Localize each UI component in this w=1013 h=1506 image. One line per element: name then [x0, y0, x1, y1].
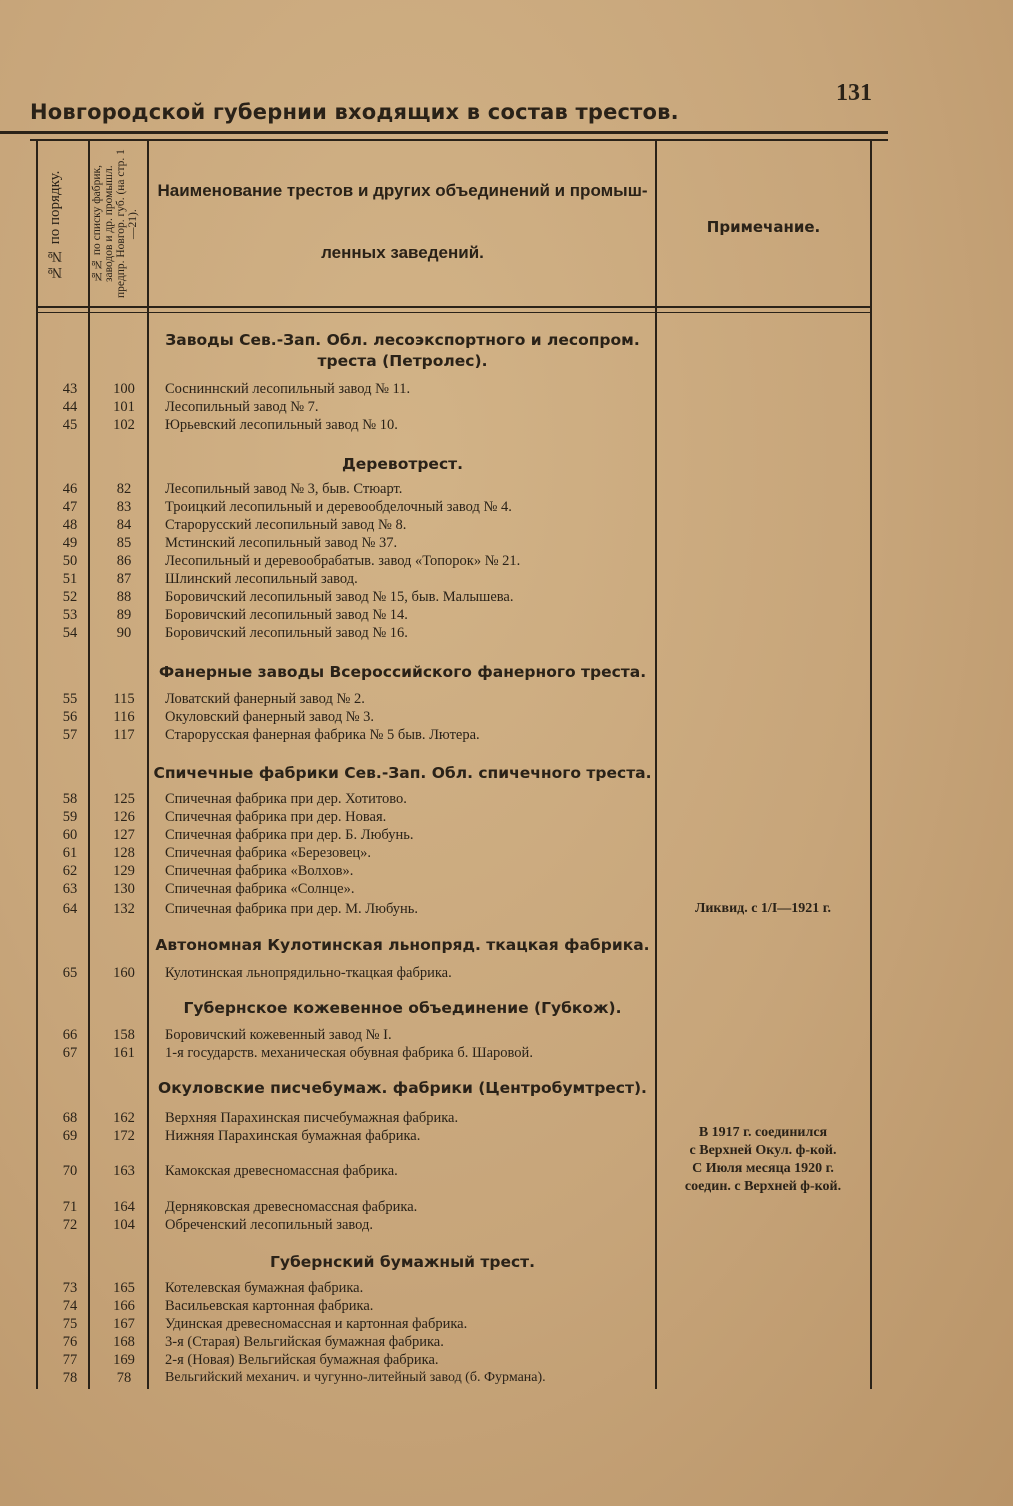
order-number: 49 — [62, 535, 78, 551]
group-title-okulovka: Окуловские писчебумаж. фабрики (Центробумтрест). — [158, 1079, 647, 1097]
column-divider-5 — [870, 141, 872, 1389]
list-number: 167 — [113, 1316, 135, 1332]
list-number: 129 — [113, 863, 135, 879]
group-title-plywood: Фанерные заводы Всероссийского фанерного треста. — [158, 663, 647, 681]
list-number: 158 — [113, 1027, 135, 1043]
order-number: 68 — [62, 1110, 78, 1126]
enterprise-name: Старорусский лесопильный завод № 8. — [165, 517, 407, 533]
order-number: 55 — [62, 691, 78, 707]
enterprise-name: Удинская древесномассная и картонная фабрика. — [165, 1316, 468, 1332]
list-number: 83 — [116, 499, 132, 515]
order-number: 60 — [62, 827, 78, 843]
header-list-number: №№ по списку фабрик, заводов и др. промышл. предпр. Новгор. губ. (на стр. 1—21). — [91, 149, 140, 299]
list-number: 88 — [116, 589, 132, 605]
enterprise-name: Лесопильный завод № 7. — [165, 399, 319, 415]
enterprise-name: Юрьевский лесопильный завод № 10. — [165, 417, 398, 433]
order-number: 48 — [62, 517, 78, 533]
list-number: 82 — [116, 481, 132, 497]
enterprise-name: Обреченский лесопильный завод. — [165, 1217, 374, 1233]
list-number: 132 — [113, 901, 135, 917]
order-number: 47 — [62, 499, 78, 515]
enterprise-name: Спичечная фабрика «Солнце». — [165, 881, 355, 897]
page-title: Новгородской губернии входящих в состав трестов. — [30, 100, 679, 124]
group-title-gubkozh: Губернское кожевенное объединение (Губкож). — [183, 999, 622, 1017]
group-title-paper-trust: Губернский бумажный трест. — [269, 1253, 536, 1271]
list-number: 117 — [113, 727, 135, 743]
enterprise-name: Троицкий лесопильный и деревообделочный завод № 4. — [165, 499, 512, 515]
enterprise-name: Лесопильный завод № 3, быв. Стюарт. — [165, 481, 403, 497]
enterprise-name: Вельгийский механич. и чугунно-литейный завод (б. Фурмана). — [165, 1370, 546, 1385]
list-number: 78 — [116, 1370, 132, 1386]
list-number: 89 — [116, 607, 132, 623]
enterprise-name: Боровичский кожевенный завод № I. — [165, 1027, 392, 1043]
order-number: 72 — [62, 1217, 78, 1233]
enterprise-name: Нижняя Парахинская бумажная фабрика. — [165, 1128, 421, 1144]
list-number: 85 — [116, 535, 132, 551]
note-line: С Июля месяца 1920 г. — [692, 1161, 834, 1176]
enterprise-name: Шлинский лесопильный завод. — [165, 571, 358, 587]
enterprise-name: Спичечная фабрика при дер. М. Любунь. — [165, 901, 419, 917]
order-number: 57 — [62, 727, 78, 743]
enterprise-name: Спичечная фабрика при дер. Б. Любунь. — [165, 827, 414, 843]
list-number: 125 — [113, 791, 135, 807]
list-number: 126 — [113, 809, 135, 825]
note-merged — [660, 1124, 866, 1196]
enterprise-name: Лесопильный и деревообрабатыв. завод «Топорок» № 21. — [165, 553, 521, 569]
note-line: соедин. с Верхней ф-кой. — [684, 1179, 842, 1194]
enterprise-name: Боровичский лесопильный завод № 16. — [165, 625, 408, 641]
header-bottom-rule — [36, 306, 870, 308]
group-title-line: треста (Петролес). — [317, 352, 488, 370]
order-number: 66 — [62, 1027, 78, 1043]
order-number: 63 — [62, 881, 78, 897]
group-title-line: Заводы Сев.-Зап. Обл. лесоэкспортного и лесопром. — [165, 331, 640, 349]
order-number: 44 — [62, 399, 78, 415]
order-number: 65 — [62, 965, 78, 981]
list-number: 87 — [116, 571, 132, 587]
list-number: 104 — [113, 1217, 135, 1233]
order-number: 50 — [62, 553, 78, 569]
list-number: 130 — [113, 881, 135, 897]
list-number: 101 — [113, 399, 135, 415]
enterprise-name: Боровичский лесопильный завод № 14. — [165, 607, 408, 623]
list-number: 116 — [113, 709, 135, 725]
column-divider-4 — [655, 141, 657, 1389]
order-number: 77 — [62, 1352, 78, 1368]
list-number: 172 — [113, 1128, 135, 1144]
order-number: 54 — [62, 625, 78, 641]
enterprise-name: Окуловский фанерный завод № 3. — [165, 709, 375, 725]
enterprise-name: Дерняковская древесномассная фабрика. — [165, 1199, 418, 1215]
order-number: 78 — [62, 1370, 78, 1386]
page-number: 131 — [836, 80, 872, 106]
order-number: 53 — [62, 607, 78, 623]
note-liquidated: Ликвид. с 1/I—1921 г. — [694, 901, 832, 916]
order-number: 74 — [62, 1298, 78, 1314]
list-number: 168 — [113, 1334, 135, 1350]
order-number: 59 — [62, 809, 78, 825]
list-number: 127 — [113, 827, 135, 843]
list-number: 161 — [113, 1045, 135, 1061]
top-rule-thin — [30, 139, 888, 141]
list-number: 102 — [113, 417, 135, 433]
enterprise-name: Спичечная фабрика при дер. Хотитово. — [165, 791, 407, 807]
order-number: 76 — [62, 1334, 78, 1350]
list-number: 90 — [116, 625, 132, 641]
enterprise-name: Верхняя Парахинская писчебумажная фабрика. — [165, 1110, 459, 1126]
enterprise-name: Спичечная фабрика «Березовец». — [165, 845, 372, 861]
enterprise-name: Ловатский фанерный завод № 2. — [165, 691, 365, 707]
order-number: 64 — [62, 901, 78, 917]
order-number: 43 — [62, 381, 78, 397]
order-number: 69 — [62, 1128, 78, 1144]
list-number: 164 — [113, 1199, 135, 1215]
enterprise-name: 1-я государств. механическая обувная фабрика б. Шаровой. — [165, 1045, 533, 1061]
list-number: 169 — [113, 1352, 135, 1368]
enterprise-name: Кулотинская льнопрядильно-ткацкая фабрика. — [165, 965, 452, 981]
order-number: 61 — [62, 845, 78, 861]
group-title-derevotrest: Деревотрест. — [341, 455, 464, 473]
header-order-number: №№ по порядку. — [47, 170, 63, 280]
list-number: 100 — [113, 381, 135, 397]
group-title-petroles — [150, 330, 655, 372]
enterprise-name: Спичечная фабрика «Волхов». — [165, 863, 354, 879]
header-note: Примечание. — [706, 218, 821, 236]
column-divider-1 — [36, 141, 38, 1389]
order-number: 75 — [62, 1316, 78, 1332]
order-number: 62 — [62, 863, 78, 879]
group-title-matches: Спичечные фабрики Сев.-Зап. Обл. спичечного треста. — [153, 764, 652, 782]
order-number: 51 — [62, 571, 78, 587]
order-number: 58 — [62, 791, 78, 807]
top-rule-thick — [0, 131, 888, 134]
list-number: 162 — [113, 1110, 135, 1126]
enterprise-name: Спичечная фабрика при дер. Новая. — [165, 809, 387, 825]
list-number: 86 — [116, 553, 132, 569]
enterprise-name: Мстинский лесопильный завод № 37. — [165, 535, 398, 551]
order-number: 70 — [62, 1163, 78, 1179]
enterprise-name: Котелевская бумажная фабрика. — [165, 1280, 364, 1296]
order-number: 73 — [62, 1280, 78, 1296]
list-number: 165 — [113, 1280, 135, 1296]
enterprise-name: Васильевская картонная фабрика. — [165, 1298, 374, 1314]
group-title-kulotino: Автономная Кулотинская льнопряд. ткацкая фабрика. — [155, 936, 650, 954]
order-number: 45 — [62, 417, 78, 433]
order-number: 46 — [62, 481, 78, 497]
list-number: 115 — [113, 691, 135, 707]
header-name-line1: Наименование трестов и других объединений и промыш- — [157, 181, 648, 200]
order-number: 71 — [62, 1199, 78, 1215]
note-line: В 1917 г. соединился — [698, 1125, 828, 1140]
enterprise-name: Боровичский лесопильный завод № 15, быв. Малышева. — [165, 589, 514, 605]
order-number: 56 — [62, 709, 78, 725]
list-number: 128 — [113, 845, 135, 861]
list-number: 163 — [113, 1163, 135, 1179]
note-line: с Верхней Окул. ф-кой. — [689, 1143, 837, 1158]
list-number: 160 — [113, 965, 135, 981]
enterprise-name: Старорусская фанерная фабрика № 5 быв. Лютера. — [165, 727, 480, 743]
header-bottom-rule-2 — [36, 312, 870, 313]
header-name-line2: ленных заведений. — [321, 243, 484, 262]
list-number: 84 — [116, 517, 132, 533]
list-number: 166 — [113, 1298, 135, 1314]
enterprise-name: Сосниннский лесопильный завод № 11. — [165, 381, 411, 397]
enterprise-name: 3-я (Старая) Вельгийская бумажная фабрика. — [165, 1334, 444, 1350]
order-number: 67 — [62, 1045, 78, 1061]
enterprise-name: Камокская древесномассная фабрика. — [165, 1163, 398, 1179]
enterprise-name: 2-я (Новая) Вельгийская бумажная фабрика. — [165, 1352, 439, 1368]
order-number: 52 — [62, 589, 78, 605]
